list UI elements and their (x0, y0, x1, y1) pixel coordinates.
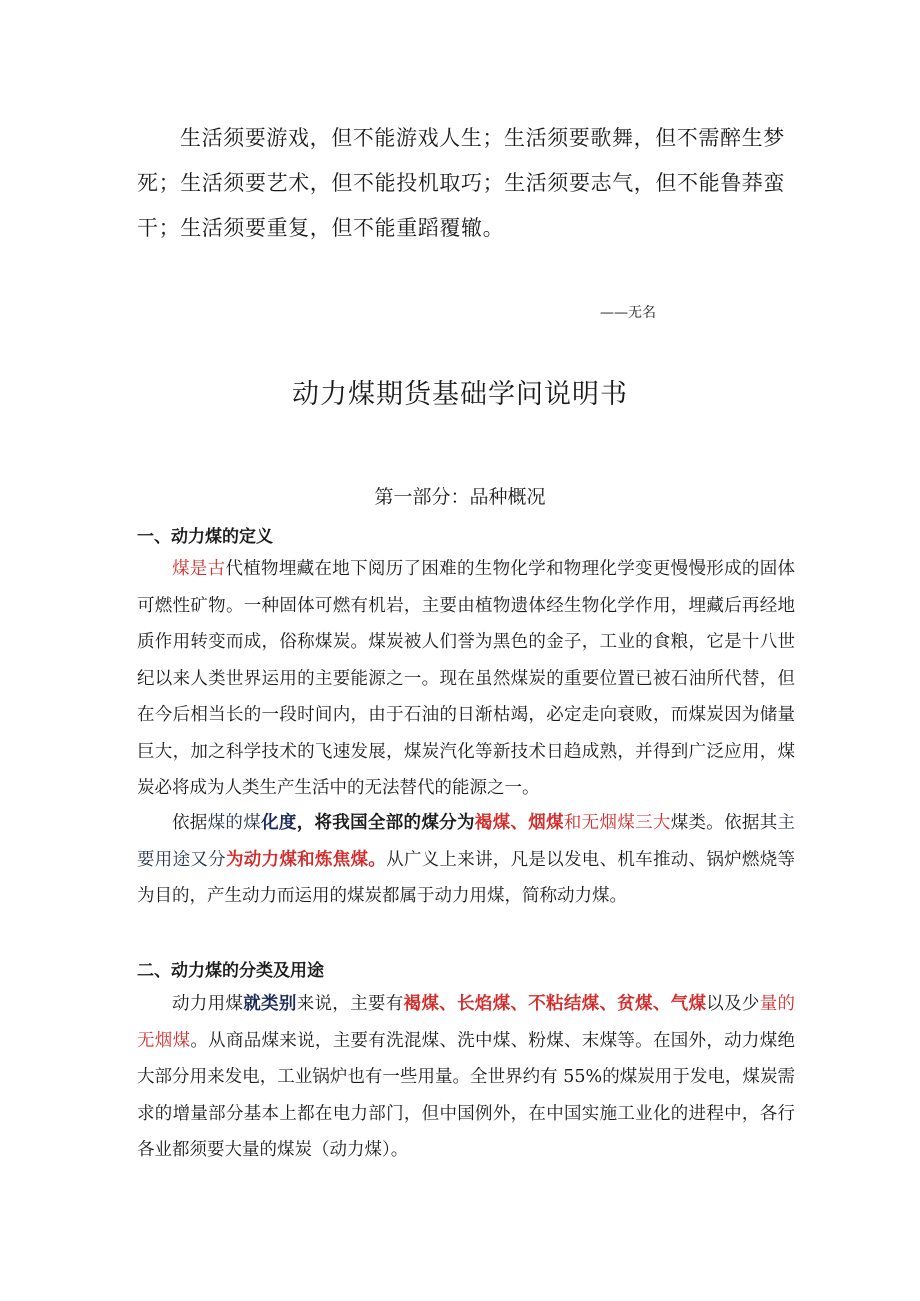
highlight-text: 煤是古 (172, 559, 226, 579)
highlight-text: 主要用途又分 (137, 813, 796, 870)
paragraph-text: 代植物埋藏在地下阅历了困难的生物化学和物理化学变更慢慢形成的固体可燃性矿物。一种固体可燃有机岩，主要由植物遗体经生物化学作用，埋藏后再经地质作用转变而成，俗称煤炭。煤炭被人们誉为黑色的金子，工业的食粮，它是十八世纪以来人类世界运用的主要能源之一。现在虽然煤炭的重要位置已被石油所代替，但在今后相当长的一段时间内，由于石油的日渐枯竭，必定走向衰败，而煤炭因为储量巨大，加之科学技术的飞速发展，煤炭汽化等新技术日趋成熟，并得到广泛应用，煤炭必将成为人类生产生活中的无法替代的能源之一。 (137, 559, 796, 798)
highlight-bold-text: 褐煤、烟煤 (474, 813, 564, 833)
highlight-bold-text: 褐煤、长焰煤、不粘结煤、贫煤、气煤 (403, 994, 707, 1014)
paragraph-text: 煤类。依据其 (670, 813, 778, 833)
section-heading-definition: 一、动力煤的定义 (137, 527, 273, 547)
definition-paragraph (137, 551, 795, 807)
bold-text: 化度 (261, 813, 297, 833)
highlight-text: 量的无烟煤 (137, 994, 796, 1051)
highlight-bold-text: 为动力煤和炼焦煤。 (225, 849, 387, 870)
highlight-text: 煤的煤 (207, 813, 262, 833)
highlight-text: 和无烟煤三大 (563, 813, 671, 833)
paragraph-text: 来说，主要有 (296, 994, 404, 1014)
document-title: 动力煤期货基础学问说明书 (292, 379, 628, 410)
epigraph-attribution: ——无名 (600, 305, 656, 321)
paragraph-text: 以及少 (706, 994, 760, 1014)
classification-paragraph (137, 805, 795, 915)
part-title: 第一部分：品种概况 (374, 486, 546, 508)
paragraph-text: 。从商品煤来说，主要有洗混煤、洗中煤、粉煤、末煤等。在国外，动力煤绝大部分用来发电，工业锅炉也有一些用量。全世界约有 55%的煤炭用于发电，煤炭需求的增量部分基本上都在电力部门，但中国例外，在中国实施工业化的进程中，各行各业都须要大量的煤炭（动力煤）。 (137, 1030, 795, 1160)
section-heading-classification: 二、动力煤的分类及用途 (137, 961, 324, 981)
bold-text: ，将我国全部的煤分为 (296, 813, 475, 833)
bold-text: 就类别 (243, 994, 297, 1014)
paragraph-text: 依据 (172, 813, 208, 833)
epigraph-text: 生活须要游戏，但不能游戏人生；生活须要歌舞，但不需醉生梦死；生活须要艺术，但不能投机取巧；生活须要志气，但不能鲁莽蛮干；生活须要重复，但不能重蹈覆辙。 (137, 126, 785, 240)
paragraph-text: 从广义上来讲，凡是以发电、机车推动、锅炉燃烧等为目的，产生动力而运用的煤炭都属于动力用煤，简称动力煤。 (137, 849, 796, 906)
usage-paragraph (137, 986, 795, 1169)
paragraph-text: 动力用煤 (172, 994, 244, 1014)
